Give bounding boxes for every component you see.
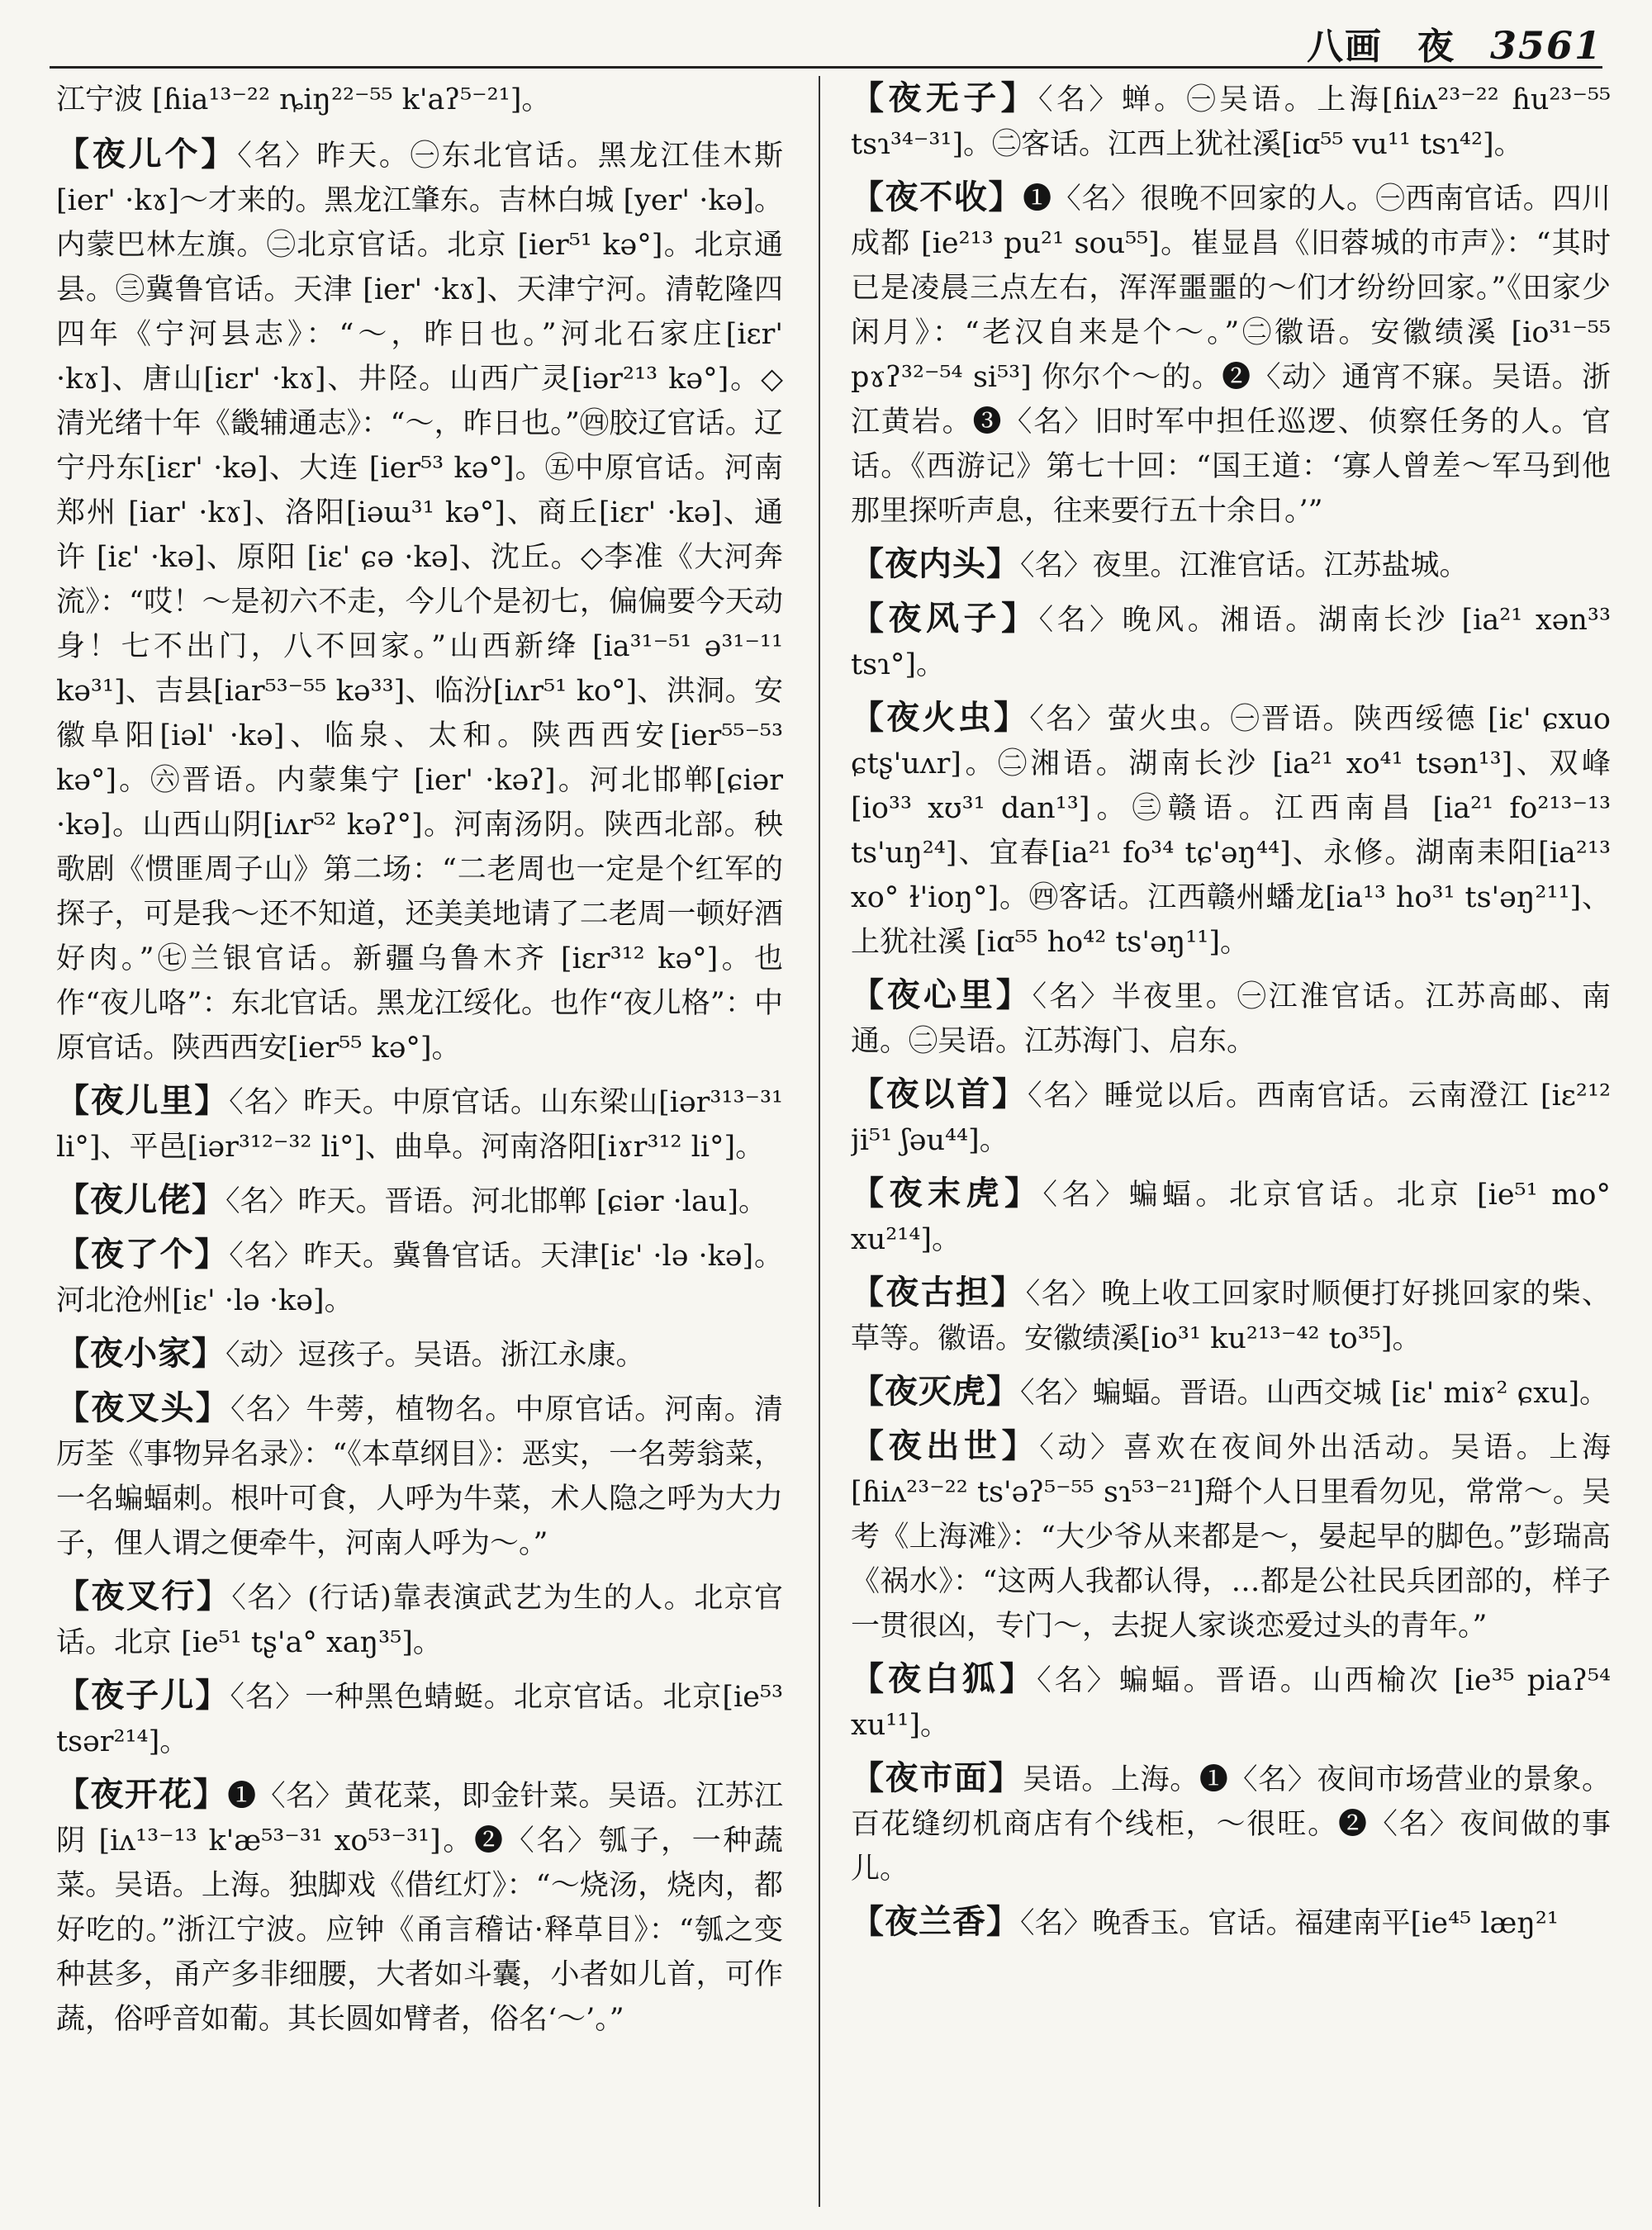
dictionary-entry [56, 1178, 783, 1224]
entry-definition: 〈名〉蝙蝠。晋语。山西榆次 [ie³⁵ piaʔ⁵⁴ xu¹¹]。 [851, 1664, 1611, 1742]
dictionary-entry [56, 1386, 783, 1566]
entry-headword: 【夜白狐】 [851, 1660, 1037, 1698]
entry-headword: 【夜无子】 [851, 79, 1039, 117]
entry-definition: 〈名〉昨天。冀鲁官话。天津[iɛ' ·lə ·kə]。河北沧州[iɛ' ·lə ·kə]。 [56, 1240, 783, 1317]
entry-definition: 〈名〉昨天。中原官话。山东梁山[iər³¹³⁻³¹ li°]、平邑[iər³¹²⁻³² li°]、曲阜。河南洛阳[iɤr³¹² li°]。 [56, 1086, 783, 1164]
entry-definition: 〈名〉晚风。湘语。湖南长沙 [ia²¹ xən³³ tsɿ°]。 [851, 604, 1611, 681]
entry-headword: 【夜末虎】 [851, 1174, 1043, 1212]
entry-definition: 〈名〉(行话)靠表演武艺为生的人。北京官话。北京 [ie⁵¹ tʂ'a° xaŋ³⁵]。 [56, 1582, 783, 1659]
entry-definition: 〈名〉蝉。㊀吴语。上海[ɦiʌ²³⁻²² ɦu²³⁻⁵⁵ tsɿ³⁴⁻³¹]。㊁客话。江西上犹社溪[iɑ⁵⁵ vu¹¹ tsɿ⁴²]。 [851, 83, 1611, 161]
dictionary-entry [851, 596, 1611, 687]
entry-definition: 〈名〉蝙蝠。晋语。山西交城 [iɛ' miɤ² ɕxu]。 [1020, 1377, 1609, 1410]
entry-headword: 【夜儿佬】 [56, 1181, 225, 1219]
entry-definition: 〈名〉蝙蝠。北京官话。北京 [ie⁵¹ mo° xu²¹⁴]。 [851, 1179, 1611, 1256]
entry-headword: 【夜小家】 [56, 1335, 225, 1373]
entry-definition: 〈名〉昨天。晋语。河北邯郸 [ɕiər ·lau]。 [225, 1185, 768, 1218]
column-divider [819, 76, 820, 2207]
dictionary-entry [851, 1424, 1611, 1649]
dictionary-entry [851, 175, 1611, 534]
entry-headword: 【夜叉行】 [56, 1578, 232, 1616]
dictionary-entry [851, 973, 1611, 1064]
entry-definition: 吴语。上海。❶〈名〉夜间市场营业的景象。百花缝纫机商店有个线柜，～很旺。❷〈名〉夜间做的事儿。 [851, 1763, 1611, 1886]
dictionary-entry [851, 76, 1611, 167]
entry-headword: 【夜儿个】 [56, 135, 238, 173]
dictionary-entry [851, 1657, 1611, 1748]
entry-headword: 【夜火虫】 [851, 699, 1030, 737]
dictionary-entry [56, 132, 783, 1070]
right-column [851, 76, 1611, 2207]
entry-headword: 【夜子儿】 [56, 1677, 230, 1715]
dictionary-entry [56, 1574, 783, 1665]
entry-definition: 〈名〉晚上收工回家时顺便打好挑回家的柴、草等。徽语。安徽绩溪[io³¹ ku²¹³⁻⁴² to³⁵]。 [851, 1278, 1611, 1355]
entry-headword: 【夜儿里】 [56, 1082, 230, 1120]
entry-definition: 〈名〉半夜里。㊀江淮官话。江苏高邮、南通。㊁吴语。江苏海门、启东。 [851, 980, 1611, 1058]
left-column [56, 76, 783, 2207]
entry-definition: 江宁波 [ɦia¹³⁻²² ȵiŋ²²⁻⁵⁵ k'aʔ⁵⁻²¹]。 [56, 83, 551, 116]
dictionary-entry [851, 1171, 1611, 1262]
dictionary-entry [56, 76, 783, 122]
dictionary-entry [56, 1232, 783, 1323]
dictionary-entry [56, 1331, 783, 1378]
page-header [1307, 17, 1602, 69]
entry-headword: 【夜不收】 [851, 178, 1023, 216]
entry-headword: 【夜古担】 [851, 1274, 1026, 1312]
dictionary-entry [56, 1673, 783, 1764]
entry-headword: 【夜风子】 [851, 600, 1039, 638]
entry-definition: 〈名〉一种黑色蜻蜓。北京官话。北京[ie⁵³ tsər²¹⁴]。 [56, 1681, 783, 1758]
dictionary-entry [56, 1079, 783, 1170]
dictionary-entry [851, 542, 1611, 588]
section-label: 八画 [1306, 26, 1383, 68]
entry-definition: 〈名〉夜里。江淮官话。江苏盐城。 [1020, 549, 1469, 582]
entry-headword: 【夜兰香】 [851, 1903, 1020, 1941]
entry-headword: 【夜出世】 [851, 1427, 1040, 1465]
entry-headword: 【夜灭虎】 [851, 1373, 1020, 1411]
entry-headword: 【夜了个】 [56, 1236, 230, 1274]
page-number: 3561 [1489, 23, 1602, 68]
entry-definition: 〈名〉睡觉以后。西南官话。云南澄江 [iɛ²¹² ji⁵¹ ʃəu⁴⁴]。 [851, 1079, 1611, 1157]
entry-headword: 【夜市面】 [851, 1759, 1023, 1797]
header-rule [50, 66, 1602, 69]
dictionary-entry [851, 1270, 1611, 1361]
dictionary-entry [851, 1369, 1611, 1416]
dictionary-entry [851, 1072, 1611, 1163]
entry-definition: ❶〈名〉黄花菜，即金针菜。吴语。江苏江阴 [iʌ¹³⁻¹³ k'æ⁵³⁻³¹ xo⁵³⁻³¹]。❷〈名〉瓠子，一种蔬菜。吴语。上海。独脚戏《借红灯》：“～烧汤，烧肉，都好吃的。”浙江宁波。应钟《甬言稽诂·释草目》：“瓠之变种甚多，甬产多非细腰，大者如斗囊，小者如儿首，可作蔬，俗呼音如葡。其长圆如臂者，俗名‘～’。” [56, 1780, 783, 2036]
entry-headword: 【夜以首】 [851, 1075, 1028, 1113]
entry-definition: 〈名〉牛蒡，植物名。中原官话。河南。清厉荃《事物异名录》：“《本草纲目》：恶实，一名蒡翁菜，一名蝙蝠刺。根叶可食，人呼为牛菜，术人隐之呼为大力子，俚人谓之便牵牛，河南人呼为～。” [56, 1393, 783, 1560]
dictionary-entry [851, 1756, 1611, 1891]
entry-definition: 〈名〉萤火虫。㊀晋语。陕西绥德 [iɛ' ɕxuo ɕtʂ'uʌr]。㊁湘语。湖南长沙 [ia²¹ xo⁴¹ tsən¹³]、双峰 [io³³ xʊ³¹ dan¹³]。㊂赣语。江西南昌 [ia²¹ fo²¹³⁻¹³ ts'uŋ²⁴]、宜春[ia²¹ fo³⁴ tɕ'əŋ⁴⁴]、永修。湖南耒阳[ia²¹³ xo° ɫ'ioŋ°]。㊃客话。江西赣州蟠龙[ia¹³ ho³¹ ts'əŋ²¹¹]、上犹社溪 [iɑ⁵⁵ ho⁴² ts'əŋ¹¹]。 [851, 703, 1611, 959]
entry-definition: 〈名〉昨天。㊀东北官话。黑龙江佳木斯 [ier' ·kɤ]～才来的。黑龙江肇东。吉林白城 [yer' ·kə]。内蒙巴林左旗。㊁北京官话。北京 [ier⁵¹ kə°]。北京通县。㊂冀鲁官话。天津 [ier' ·kɤ]、天津宁河。清乾隆四四年《宁河县志》：“～，昨日也。”河北石家庄[iɛr' ·kɤ]、唐山[iɛr' ·kɤ]、井陉。山西广灵[iər²¹³ kə°]。◇清光绪十年《畿辅通志》：“～，昨日也。”㊃胶辽官话。辽宁丹东[iɛr' ·kə]、大连 [ier⁵³ kə°]。㊄中原官话。河南郑州 [iar' ·kɤ]、洛阳[iəɯ³¹ kə°]、商丘[iɛr' ·kə]、通许 [iɛ' ·kə]、原阳 [iɛ' ɕə ·kə]、沈丘。◇李准《大河奔流》：“哎！～是初六不走，今儿个是初七，偏偏要今天动身！七不出门，八不回家。”山西新绛 [ia³¹⁻⁵¹ ə³¹⁻¹¹ kə³¹]、吉县[iar⁵³⁻⁵⁵ kə³³]、临汾[iʌr⁵¹ ko°]、洪洞。安徽阜阳[iəl' ·kə]、临泉、太和。陕西西安[ier⁵⁵⁻⁵³ kə°]。㊅晋语。内蒙集宁 [ier' ·kəʔ]。河北邯郸[ɕiər ·kə]。山西山阴[iʌr⁵² kəʔ°]。河南汤阴。陕西北部。秧歌剧《惯匪周子山》第二场：“二老周也一定是个红军的探子，可是我～还不知道，还美美地请了二老周一顿好酒好肉。”㊆兰银官话。新疆乌鲁木齐 [iɛr³¹² kə°]。也作“夜儿咯”：东北官话。黑龙江绥化。也作“夜儿格”：中原官话。陕西西安[ier⁵⁵ kə°]。 [56, 140, 783, 1065]
entry-headword: 【夜内头】 [851, 545, 1020, 583]
entry-definition: 〈动〉逗孩子。吴语。浙江永康。 [225, 1339, 645, 1372]
dictionary-entry [56, 1772, 783, 2042]
entry-headword: 【夜叉头】 [56, 1389, 230, 1427]
dictionary-entry [851, 695, 1611, 965]
dictionary-entry [851, 1900, 1611, 1946]
entry-definition: ❶〈名〉很晚不回家的人。㊀西南官话。四川成都 [ie²¹³ pu²¹ sou⁵⁵]。崔显昌《旧蓉城的市声》：“其时已是凌晨三点左右，浑浑噩噩的～们才纷纷回家。”《田家少闲月》：“老汉自来是个～。”㊁徽语。安徽绩溪 [io³¹⁻⁵⁵ pɤʔ³²⁻⁵⁴ si⁵³] 你尔个～的。❷〈动〉通宵不寐。吴语。浙江黄岩。❸〈名〉旧时军中担任巡逻、侦察任务的人。官话。《西游记》第七十回：“国王道：‘寡人曾差～军马到他那里探听声息，往来要行五十余日。’” [851, 183, 1611, 528]
entry-headword: 【夜开花】 [56, 1776, 228, 1814]
entry-definition: 〈名〉晚香玉。官话。福建南平[ie⁴⁵ læŋ²¹ [1020, 1907, 1559, 1940]
header-character: 夜 [1417, 26, 1455, 68]
entry-definition: 〈动〉喜欢在夜间外出活动。吴语。上海 [ɦiʌ²³⁻²² ts'əʔ⁵⁻⁵⁵ sɿ⁵³⁻²¹]搿个人日里看勿见，常常～。吴考《上海滩》：“大少爷从来都是～，晏起早的脚色。”彭瑞高《祸水》：“这两人我都认得，…都是公社民兵团部的，样子一贯很凶，专门～，去捉人家谈恋爱过头的青年。” [851, 1431, 1611, 1643]
entry-headword: 【夜心里】 [851, 976, 1032, 1014]
